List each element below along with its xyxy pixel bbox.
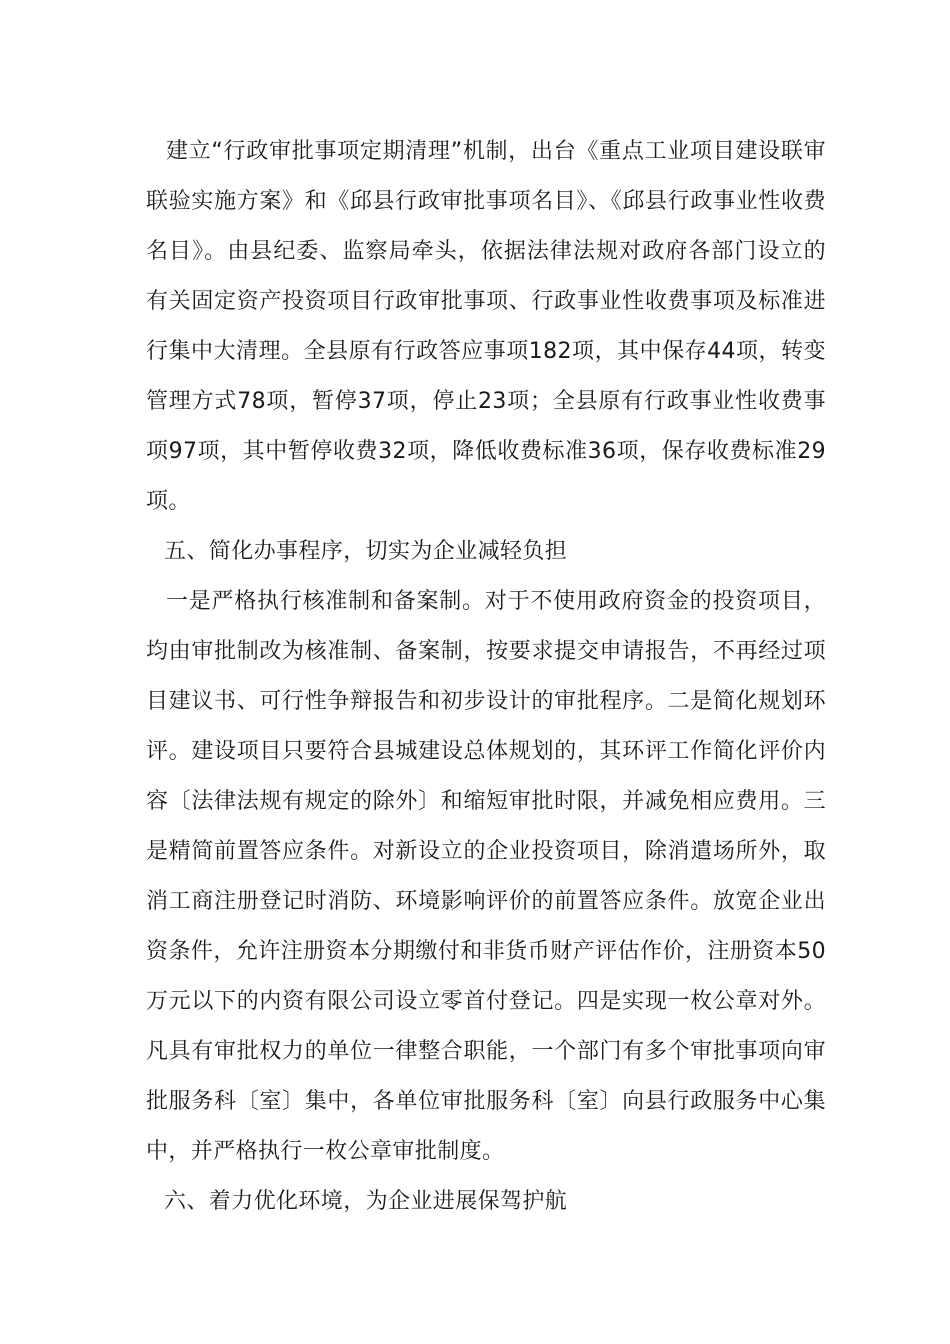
paragraph-simplify-procedures: 一是严格执行核准制和备案制。对于不使用政府资金的投资项目，均由审批制改为核准制、备案制，按要求提交申请报告，不再经过项目建议书、可行性争辩报告和初步设计的审批程序。二是简化规划环评。建设项目只要符合县城建设总体规划的，其环评工作简化评价内容〔法律法规有规定的除外〕和缩短审批时限，并减免相应费用。三是精简前置答应条件。对新设立的企业投资项目，除消遣场所外，取消工商注册登记时消防、环境影响评价的前置答应条件。放宽企业出资条件，允许注册资本分期缴付和非货币财产评估作价，注册资本50万元以下的内资有限公司设立零首付登记。四是实现一枚公章对外。凡具有审批权力的单位一律整合职能，一个部门有多个审批事项向审批服务科〔室〕集中，各单位审批服务科〔室〕向县行政服务中心集中，并严格执行一枚公章审批制度。 bbox=[146, 589, 826, 1164]
document-body bbox=[146, 127, 826, 1227]
section-heading-six: 六、着力优化环境，为企业进展保驾护航 bbox=[164, 1189, 568, 1214]
paragraph-review-mechanism: 建立“行政审批事项定期清理”机制，出台《重点工业项目建设联审联验实施方案》和《邱县行政审批事项名目》、《邱县行政事业性收费名目》。由县纪委、监察局牵头，依据法律法规对政府各部门设立的有关固定资产投资项目行政审批事项、行政事业性收费事项及标准进行集中大清理。全县原有行政答应事项182项，其中保存44项，转变管理方式78项，暂停37项，停止23项；全县原有行政事业性收费事项97项，其中暂停收费32项，降低收费标准36项，保存收费标准29项。 bbox=[146, 139, 826, 514]
section-heading-five: 五、简化办事程序，切实为企业减轻负担 bbox=[164, 539, 568, 564]
